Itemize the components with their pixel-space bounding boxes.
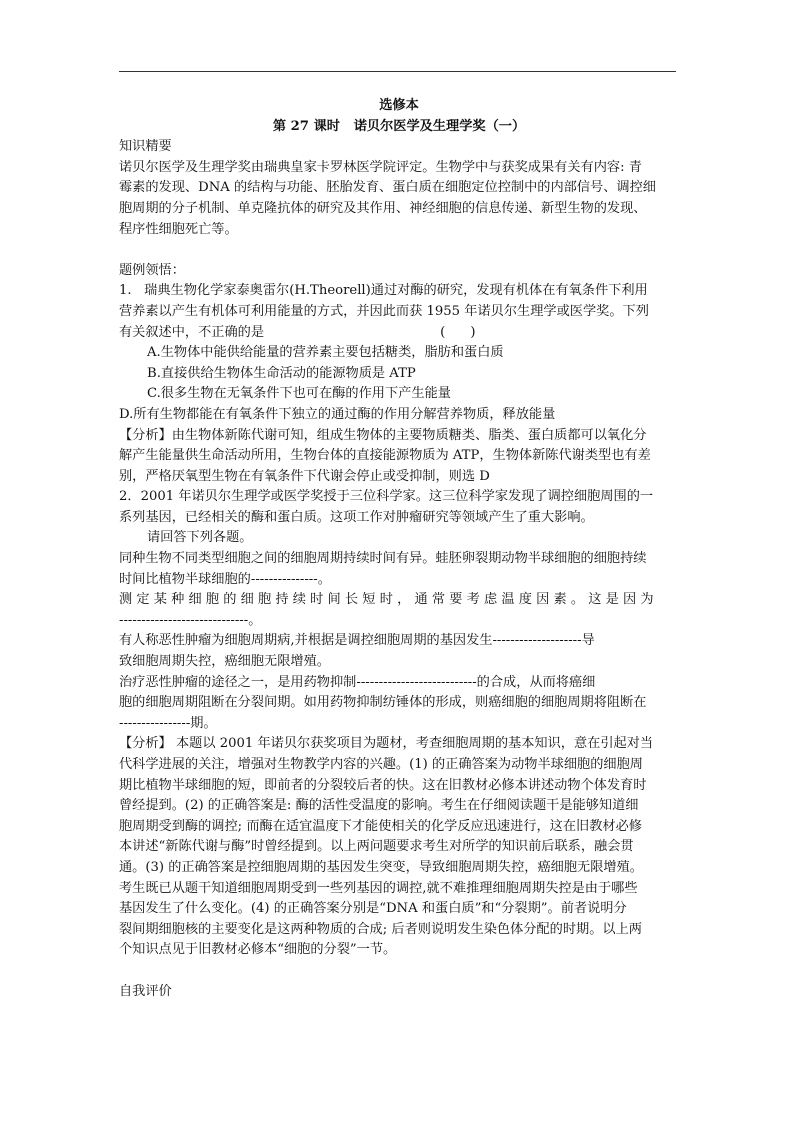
sub-question-line: 时间比植物半球细胞的---------------。 (119, 571, 331, 587)
analysis-line: 【分析】 本题以 2001 年诺贝尔获奖项目为题材，考查细胞周期的基本知识，意在引起对当 (119, 736, 654, 752)
text-line: 1. 瑞典生物化学家泰奥雷尔(H.Theorell)通过对酶的研究，发现有机体在有氧条件下利用 (119, 283, 648, 299)
doc-title: 选修本 (379, 98, 419, 113)
analysis-line: 代科学进展的关注，增强对生物教学内容的兴趣。(1) 的正确答案为动物半球细胞的细胞周 (119, 757, 643, 772)
option-d: D.所有生物都能在有氧条件下独立的通过酶的作用分解营养物质，释放能量 (119, 406, 556, 422)
sub-question-line: 测 定 某 种 细 胞 的 细 胞 持 续 时 间 长 短 时 ， 通 常 要 考 虑 温 度 因 素 。 这 是 因 为 (119, 592, 654, 608)
section-self-eval-heading: 自我评价 (119, 983, 172, 999)
text-line: 有关叙述中，不正确的是 ( ) (119, 324, 476, 340)
sub-question-line: 胞的细胞周期阻断在分裂间期。如用药物抑制纺锤体的形成，则癌细胞的细胞周期将阻断在 (119, 695, 647, 711)
analysis-line: 解产生能量供生命活动所用，生物台体的直接能源物质为 ATP，生物体新陈代谢类型也有差 (119, 448, 651, 464)
question-2 (119, 487, 679, 961)
question-1 (119, 281, 679, 487)
text-line: 系列基因，已经相关的酶和蛋白质。这项工作对肿瘤研究等领域产生了重大影响。 (119, 509, 594, 525)
sub-question-line: 有人称恶性肿瘤为细胞周期病,并根据是调控细胞周期的基因发生--------------------导 (119, 633, 595, 649)
analysis-line: 裂间期细胞核的主要变化是这两种物质的合成; 后者则说明发生染色体分配的时期。以上两 (119, 921, 642, 937)
analysis-line: 本讲述“新陈代谢与酶”时曾经提到。以上两问题要求考生对所学的知识前后联系，融会贯 (119, 839, 634, 855)
analysis-line: 胞周期受到酶的调控; 而酶在适宜温度下才能使相关的化学反应迅速进行，这在旧教材必修 (119, 818, 642, 834)
header-rule (119, 71, 676, 72)
option-c: C.很多生物在无氧条件下也可在酶的作用下产生能量 (147, 386, 451, 402)
sub-question-line: ----------------期。 (119, 715, 217, 731)
sub-question-line: 致细胞周期失控，癌细胞无限增殖。 (119, 654, 330, 670)
sub-question-line: -----------------------------。 (119, 612, 262, 628)
question-prompt: 请回答下列各题。 (147, 530, 253, 546)
analysis-line: 期比植物半球细胞的短，即前者的分裂较后者的快。这在旧教材必修本讲述动物个体发育时 (119, 777, 647, 793)
section-examples-heading: 题例领悟： (119, 262, 185, 278)
analysis-line: 个知识点见于旧教材必修本“细胞的分裂”一节。 (119, 942, 397, 958)
lesson-title: 第 27 课时 诺贝尔医学及生理学奖（一） (272, 118, 526, 134)
sub-question-line: 同种生物不同类型细胞之间的细胞周期持续时间有异。蛙胚卵裂期动物半球细胞的细胞持续 (119, 551, 647, 567)
text-line: 营养素以产生有机体可利用能量的方式，并因此而获 1955 年诺贝尔生理学或医学奖。下列 (119, 303, 649, 319)
analysis-line: 通。(3) 的正确答案是控细胞周期的基因发生突变，导致细胞周期失控，癌细胞无限增殖。 (119, 859, 643, 875)
analysis-line: 【分析】由生物体新陈代谢可知，组成生物体的主要物质糖类、脂类、蛋白质都可以氧化分 (119, 427, 647, 443)
text-line: 霉素的发现、DNA 的结构与功能、胚胎发育、蛋白质在细胞定位控制中的内部信号、调控细 (119, 180, 656, 196)
option-b: B.直接供给生物体生命活动的能源物质是 ATP (147, 365, 416, 381)
analysis-line: 考生既已从题干知道细胞周期受到一些列基因的调控,就不难推理细胞周期失控是由于哪些 (119, 880, 638, 896)
section-knowledge-heading: 知识精要 (119, 139, 172, 155)
text-line: 程序性细胞死亡等。 (119, 221, 238, 237)
sub-question-line: 治疗恶性肿瘤的途径之一，是用药物抑制---------------------------的合成，从而将癌细 (119, 674, 596, 690)
analysis-line: 曾经提到。(2) 的正确答案是: 酶的活性受温度的影响。考生在仔细阅读题干是能够知道细 (119, 798, 639, 814)
option-a: A.生物体中能供给能量的营养素主要包括糖类，脂肪和蛋白质 (147, 345, 504, 361)
text-line: 胞周期的分子机制、单克隆抗体的研究及其作用、神经细胞的信息传递、新型生物的发现、 (119, 200, 647, 216)
analysis-line: 基因发生了什么变化。(4) 的正确答案分别是“DNA 和蛋白质”和“分裂期”。前者说明分 (119, 901, 627, 917)
text-line: 诺贝尔医学及生理学奖由瑞典皇家卡罗林医学院评定。生物学中与获奖成果有关有内容: 青 (119, 159, 642, 175)
knowledge-paragraph (119, 158, 679, 240)
document-page (119, 96, 679, 1002)
text-line: 2．2001 年诺贝尔生理学或医学奖授于三位科学家。这三位科学家发现了调控细胞周围的一 (119, 489, 654, 505)
analysis-line: 别，严格厌氧型生物在有氧条件下代谢会停止或受抑制，则选 D (119, 468, 490, 484)
